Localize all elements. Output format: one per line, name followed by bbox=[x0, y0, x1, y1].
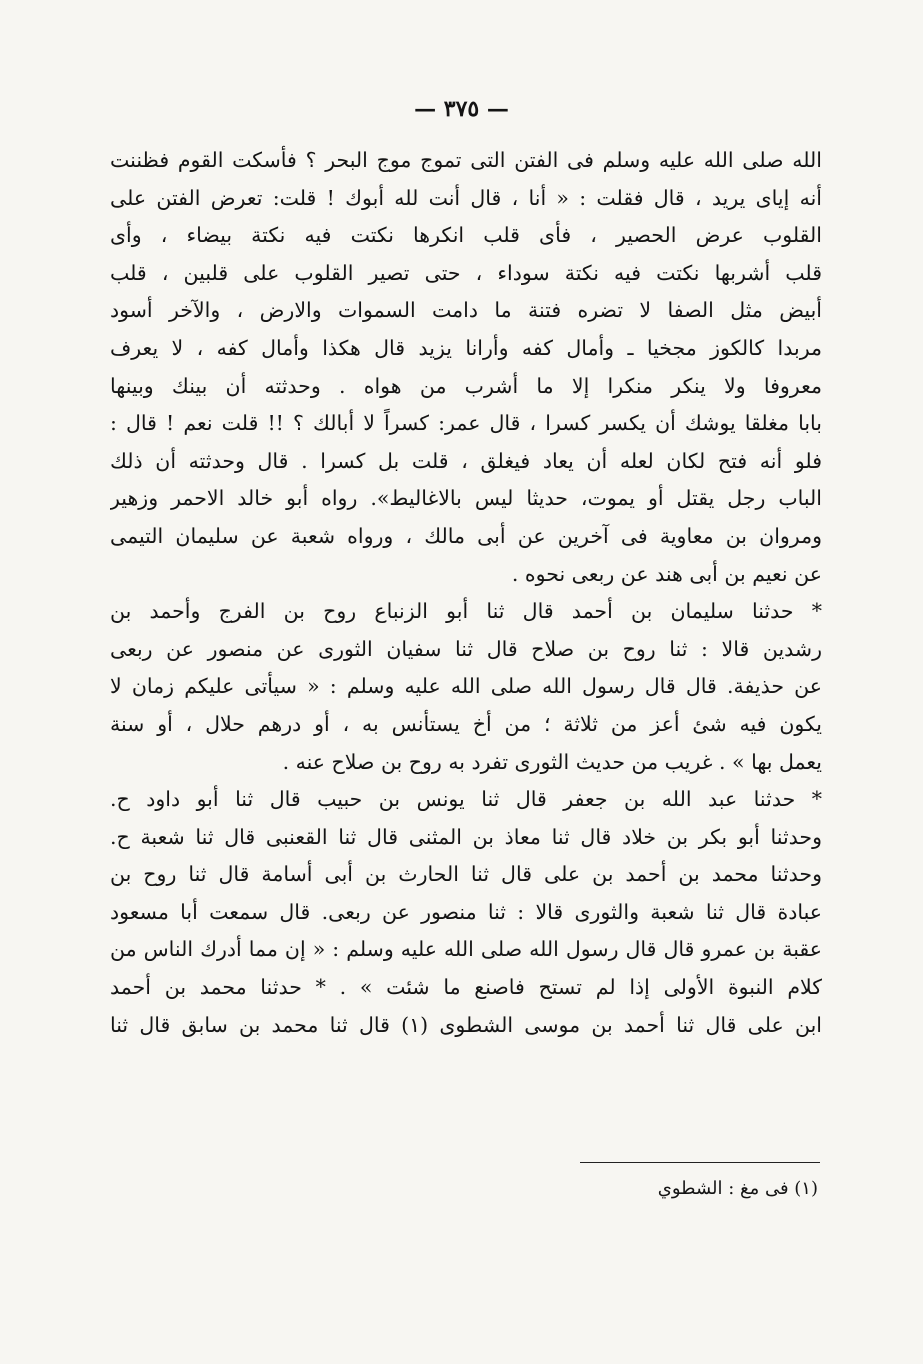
text-line: عقبة بن عمرو قال قال رسول الله صلى الله عليه وسلم : « إن مما أدرك الناس من bbox=[110, 937, 822, 962]
text-line: يعمل بها » . غريب من حديث الثورى تفرد به روح بن صلاح عنه . bbox=[282, 749, 822, 774]
text-line: أنه إياى يريد ، قال فقلت : « أنا ، قال أنت لله أبوك ! قلت: تعرض الفتن على bbox=[110, 185, 822, 210]
text-line: وحدثنا محمد بن أحمد بن على قال ثنا الحارث بن أبى أسامة قال ثنا روح بن bbox=[110, 862, 822, 887]
text-line: أبيض مثل الصفا لا تضره فتنة ما دامت السموات والارض ، والآخر أسود bbox=[110, 298, 822, 323]
text-line: الله صلى الله عليه وسلم فى الفتن التى تموج موج البحر ؟ فأسكت القوم فظننت bbox=[110, 148, 822, 172]
text-line: فلو أنه فتح لكان لعله أن يعاد فيغلق ، قلت بل كسرا . قال وحدثته أن ذلك bbox=[110, 448, 822, 473]
text-line: كلام النبوة الأولى إذا لم تستح فاصنع ما شئت » . * حدثنا محمد بن أحمد bbox=[110, 975, 822, 1000]
text-line: الباب رجل يقتل أو يموت، حديثا ليس بالاغاليط». رواه أبو خالد الاحمر وزهير bbox=[110, 486, 822, 511]
text-line: ابن على قال ثنا أحمد بن موسى الشطوى (١) قال ثنا محمد بن سابق قال ثنا bbox=[110, 1012, 822, 1037]
text-line: عن حذيفة. قال قال رسول الله صلى الله عليه وسلم : « سيأتى عليكم زمان لا bbox=[110, 674, 822, 699]
text-line: * حدثنا عبد الله بن جعفر قال ثنا يونس بن حبيب قال ثنا أبو داود ح. bbox=[110, 787, 822, 812]
footnote: (١) فى مغ : الشطوي bbox=[657, 1178, 818, 1199]
text-line: القلوب عرض الحصير ، فأى قلب انكرها نكتت فيه نكتة بيضاء ، وأى bbox=[110, 223, 822, 248]
text-line: مربدا كالكوز مجخيا ـ وأمال كفه وأرانا يزيد قال هكذا وأمال كفه ، لا يعرف bbox=[110, 335, 822, 360]
text-line: معروفا ولا ينكر منكرا إلا ما أشرب من هواه . وحدثته أن بينك وبينها bbox=[110, 373, 822, 398]
text-line: يكون فيه شئ أعز من ثلاثة ؛ من أخ يستأنس به ، أو درهم حلال ، أو سنة bbox=[110, 711, 822, 736]
text-line: بابا مغلقا يوشك أن يكسر كسرا ، قال عمر: كسراً لا أبالك ؟ !! قلت نعم ! قال : bbox=[110, 411, 822, 436]
text-line: عبادة قال ثنا شعبة والثورى قالا : ثنا منصور عن ربعى. قال سمعت أبا مسعود bbox=[110, 899, 822, 924]
text-line: رشدين قالا : ثنا روح بن صلاح قال ثنا سفيان الثورى عن منصور عن ربعى bbox=[110, 636, 822, 661]
text-line: * حدثنا سليمان بن أحمد قال ثنا أبو الزنباع روح بن الفرج وأحمد بن bbox=[110, 599, 822, 624]
text-line: قلب أشربها نكتت فيه نكتة سوداء ، حتى تصير القلوب على قلبين ، قلب bbox=[110, 260, 822, 285]
text-line: وحدثنا أبو بكر بن خلاد قال ثنا معاذ بن المثنى قال ثنا القعنبى قال ثنا شعبة ح. bbox=[110, 824, 822, 849]
body-text bbox=[110, 142, 822, 1162]
text-line: ومروان بن معاوية فى آخرين عن أبى مالك ، ورواه شعبة عن سليمان التيمى bbox=[110, 523, 822, 548]
footnote-divider bbox=[580, 1162, 820, 1163]
page-number: — ٣٧٥ — bbox=[414, 96, 509, 122]
text-line: عن نعيم بن أبى هند عن ربعى نحوه . bbox=[511, 561, 822, 586]
